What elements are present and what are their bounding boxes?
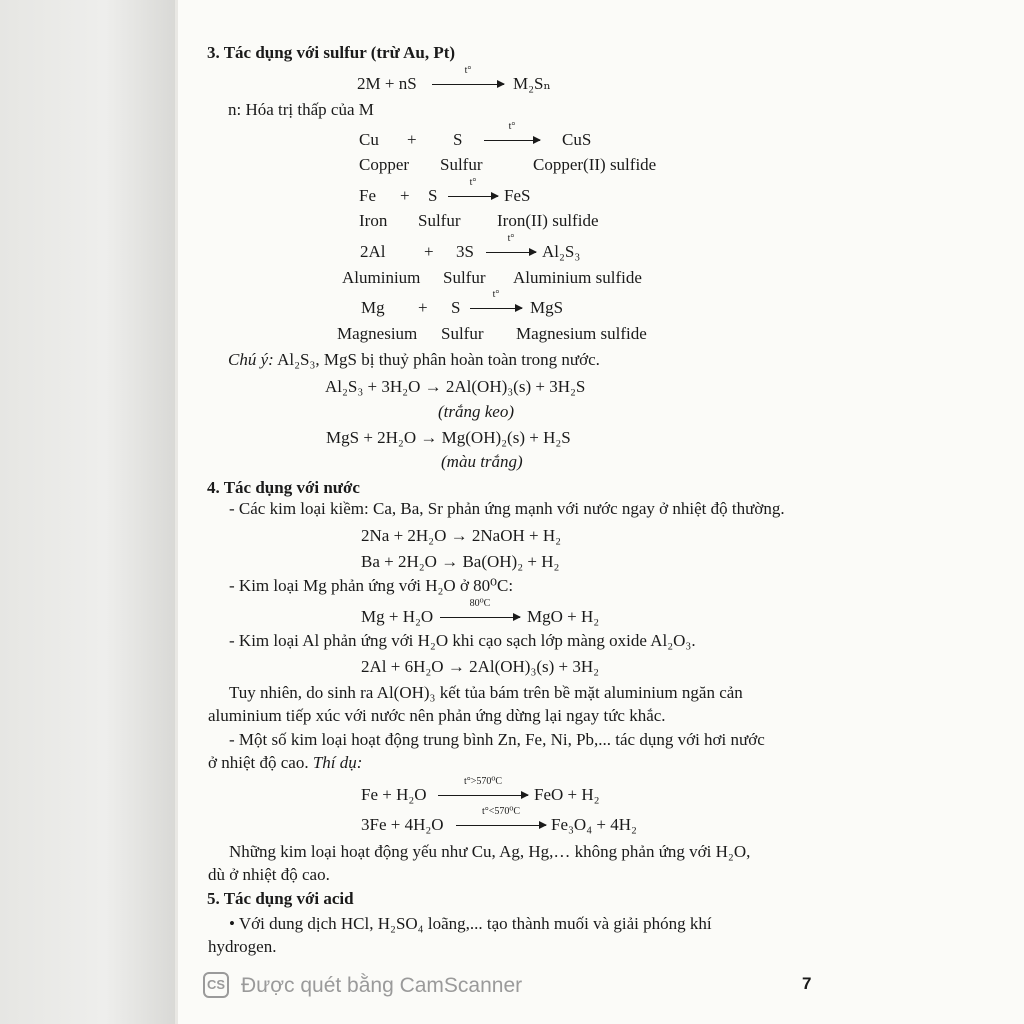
product: MgS — [530, 298, 564, 317]
product: CuS — [562, 130, 592, 149]
product-name: Aluminium sulfide — [513, 268, 642, 287]
hydrolysis-eq-al2s3: Al₂S₃ + 3H₂O → 2Al(OH)₃(s) + 3H₂S — [325, 377, 586, 396]
product-name: Magnesium sulfide — [516, 324, 647, 343]
reaction-arrow — [486, 252, 536, 253]
general-eq-condition: t° — [464, 65, 472, 76]
alkali-metals-bullet: - Các kim loại kiềm: Ca, Ba, Sr phản ứng mạnh với nước ngay ở nhiệt độ thường. — [229, 499, 785, 518]
page-number: 7 — [802, 974, 812, 993]
product-name: Iron(II) sulfide — [497, 211, 599, 230]
mg-water-bullet: - Kim loại Mg phản ứng với H₂O ở 80⁰C: — [229, 576, 514, 595]
eq-fe-rhs: FeO + H₂ — [534, 785, 600, 804]
product-name: Copper(II) sulfide — [533, 155, 657, 174]
section5-heading: 5. Tác dụng với acid — [207, 889, 354, 908]
acid-bullet-line2: hydrogen. — [208, 937, 277, 956]
steam-bullet-line2 — [208, 752, 362, 773]
section3-heading: 3. Tác dụng với sulfur (trừ Au, Pt) — [207, 43, 456, 62]
eq-na-water: 2Na + 2H₂O → 2NaOH + H₂ — [361, 526, 562, 545]
plus-sign: + — [400, 186, 410, 205]
reaction-arrow — [470, 308, 522, 309]
note-text: Al₂S₃, MgS bị thuỷ phân hoàn toàn trong nước. — [273, 350, 600, 369]
al-water-bullet: - Kim loại Al phản ứng với H₂O khi cạo sạch lớp màng oxide Al₂O₃. — [229, 631, 696, 650]
reactant-1-name: Iron — [359, 211, 388, 230]
reaction-condition: t° — [469, 177, 477, 188]
reactant-2: S — [453, 130, 463, 149]
reaction-arrow — [456, 825, 546, 826]
plus-sign: + — [407, 130, 417, 149]
acid-bullet-line1: • Với dung dịch HCl, H₂SO₄ loãng,... tạo thành muối và giải phóng khí — [229, 914, 712, 933]
reactant-2: S — [451, 298, 461, 317]
steam-text: ở nhiệt độ cao. — [208, 753, 313, 772]
reactant-2-name: Sulfur — [441, 324, 484, 343]
weak-metals-line2: dù ở nhiệt độ cao. — [208, 865, 330, 884]
reactant-2: S — [428, 186, 438, 205]
al-paragraph-line1: Tuy nhiên, do sinh ra Al(OH)₃ kết tủa bám trên bề mặt aluminium ngăn cản — [229, 683, 743, 702]
section4-heading: 4. Tác dụng với nước — [207, 478, 360, 497]
reaction-arrow — [432, 84, 504, 85]
hydrolysis-note — [228, 350, 600, 370]
reactant-1: Mg — [361, 298, 385, 317]
reactant-2-name: Sulfur — [443, 268, 486, 287]
reactant-2-name: Sulfur — [440, 155, 483, 174]
example-label: Thí dụ: — [312, 753, 363, 772]
eq-mg-rhs: MgO + H₂ — [527, 607, 600, 626]
eq-3fe-lhs: 3Fe + 4H₂O — [361, 815, 444, 834]
reactant-2-name: Sulfur — [418, 211, 461, 230]
plus-sign: + — [418, 298, 428, 317]
hydrolysis-eq-al2s3-note: (trắng keo) — [438, 402, 515, 421]
reaction-condition: t° — [507, 233, 515, 244]
reaction-arrow — [448, 196, 498, 197]
reactant-1-name: Magnesium — [337, 324, 418, 343]
reaction-arrow — [438, 795, 528, 796]
product: FeS — [504, 186, 531, 205]
product: Al₂S₃ — [542, 242, 581, 261]
plus-sign: + — [424, 242, 434, 261]
weak-metals-line1: Những kim loại hoạt động yếu như Cu, Ag, Hg,… không phản ứng với H₂O, — [229, 842, 751, 861]
general-eq-rhs: M₂Sₙ — [513, 74, 551, 93]
reactant-1: Fe — [359, 186, 376, 205]
eq-al-water: 2Al + 6H₂O → 2Al(OH)₃(s) + 3H₂ — [361, 657, 600, 676]
hydrolysis-eq-mgs-note: (màu trắng) — [441, 452, 523, 471]
general-eq-lhs: 2M + nS — [357, 74, 417, 93]
reactant-1-name: Copper — [359, 155, 410, 174]
note-label: Chú ý: — [228, 350, 274, 369]
eq-ba-water: Ba + 2H₂O → Ba(OH)₂ + H₂ — [361, 552, 560, 571]
eq-fe-lhs: Fe + H₂O — [361, 785, 427, 804]
al-paragraph-line2: aluminium tiếp xúc với nước nên phản ứng dừng lại ngay tức khắc. — [208, 706, 666, 725]
reactant-1: Cu — [359, 130, 379, 149]
reactant-1-name: Aluminium — [342, 268, 421, 287]
book-gutter-shadow — [0, 0, 175, 1024]
reaction-arrow — [484, 140, 540, 141]
reaction-condition: t°>570⁰C — [463, 776, 503, 787]
steam-bullet-line1: - Một số kim loại hoạt động trung bình Zn, Fe, Ni, Pb,... tác dụng với hơi nước — [229, 730, 765, 749]
reaction-condition: t° — [508, 121, 516, 132]
reaction-condition: t°<570⁰C — [481, 806, 521, 817]
hydrolysis-eq-mgs: MgS + 2H₂O → Mg(OH)₂(s) + H₂S — [326, 428, 571, 447]
reaction-condition: 80⁰C — [469, 598, 491, 609]
camscanner-watermark: Được quét bằng CamScanner — [241, 974, 523, 997]
reactant-2: 3S — [456, 242, 474, 261]
eq-mg-lhs: Mg + H₂O — [361, 607, 434, 626]
reactant-1: 2Al — [360, 242, 386, 261]
camscanner-logo-icon: CS — [203, 972, 229, 998]
reaction-arrow — [440, 617, 520, 618]
reaction-condition: t° — [492, 289, 500, 300]
eq-3fe-rhs: Fe₃O₄ + 4H₂ — [551, 815, 637, 834]
valence-note: n: Hóa trị thấp của M — [228, 100, 374, 119]
